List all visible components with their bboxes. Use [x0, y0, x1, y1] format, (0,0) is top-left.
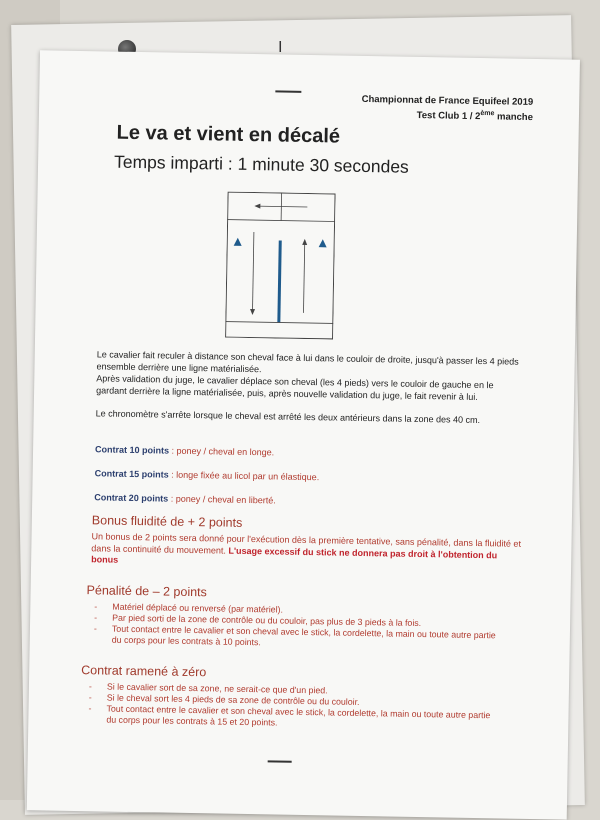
course-diagram	[225, 192, 336, 340]
arrowhead-left-icon	[254, 204, 260, 209]
contrat-15: Contrat 15 points : longe fixée au licol par un élastique.	[95, 468, 320, 482]
list-item: - Par pied sorti de la zone de contrôle ou du couloir, pas plus de 3 pieds à la fois.	[86, 612, 496, 630]
zero-heading: Contrat ramené à zéro	[81, 663, 206, 679]
bonus-text: Un bonus de 2 points sera donné pour l'exécution dès la première tentative, sans pénalité, dans la fluidité et dans la continuité du mouvement. L'usage excessif du stick ne donnera pas droit à l'obtention du bonus	[91, 531, 522, 573]
arrowhead-down-icon	[250, 309, 255, 315]
diagram-up-arrow	[303, 243, 304, 313]
contrat-10: Contrat 10 points : poney / cheval en longe.	[95, 444, 274, 457]
page-subtitle: Temps imparti : 1 minute 30 secondes	[114, 152, 409, 178]
document-sheet	[27, 50, 580, 819]
list-item: - Si le cavalier sort de sa zone, ne serait-ce que d'un pied.	[81, 681, 491, 699]
list-item: - Matériel déplacé ou renversé (par matériel).	[86, 601, 496, 619]
list-item: - Tout contact entre le cavalier et son cheval avec le stick, la cordelette, la main ou toute autre partie du corps pour les contrats à 15 et 20 points.	[80, 703, 490, 732]
zero-list	[80, 681, 491, 732]
diagram-down-arrow	[253, 232, 254, 312]
contrat-20: Contrat 20 points : poney / cheval en liberté.	[94, 492, 276, 505]
document-header	[361, 94, 533, 124]
top-mark: I	[278, 36, 282, 54]
instruction-2: Après validation du juge, le cavalier déplace son cheval (les 4 pieds) vers le couloir de gauche en le gardant derrière la ligne matérialisée, puis, après nouvelle validation du juge, le fait revenir à lui.	[96, 373, 526, 404]
cone-right-icon	[319, 239, 327, 247]
page-title: Le va et vient en décalé	[116, 122, 340, 149]
list-item: - Si le cheval sort les 4 pieds de sa zone de contrôle ou du couloir.	[81, 692, 491, 710]
diagram-divider-bar	[277, 240, 281, 322]
arrowhead-up-icon	[302, 239, 307, 245]
penalite-list	[86, 601, 497, 652]
list-item: - Tout contact entre le cavalier et son cheval avec le stick, la cordelette, la main ou toute autre partie du corps pour les contrats à 10 points.	[86, 623, 496, 652]
cone-left-icon	[234, 238, 242, 246]
instruction-1: Le cavalier fait reculer à distance son cheval face à lui dans le couloir de droite, jusqu'à passer les 4 pieds ensemble derrière une ligne matérialisée.	[96, 349, 526, 380]
diagram-left-arrow	[257, 206, 307, 207]
top-dash	[275, 90, 301, 92]
header-line2: Test Club 1 / 2ème manche	[361, 106, 533, 124]
bottom-dash	[268, 760, 292, 762]
instruction-3: Le chronomètre s'arrête lorsque le cheval est arrêté les deux antérieurs dans la zone des 40 cm.	[96, 408, 526, 427]
bonus-heading: Bonus fluidité de + 2 points	[92, 513, 243, 530]
header-line1: Championnat de France Equifeel 2019	[362, 94, 534, 109]
penalite-heading: Pénalité de – 2 points	[87, 583, 207, 599]
